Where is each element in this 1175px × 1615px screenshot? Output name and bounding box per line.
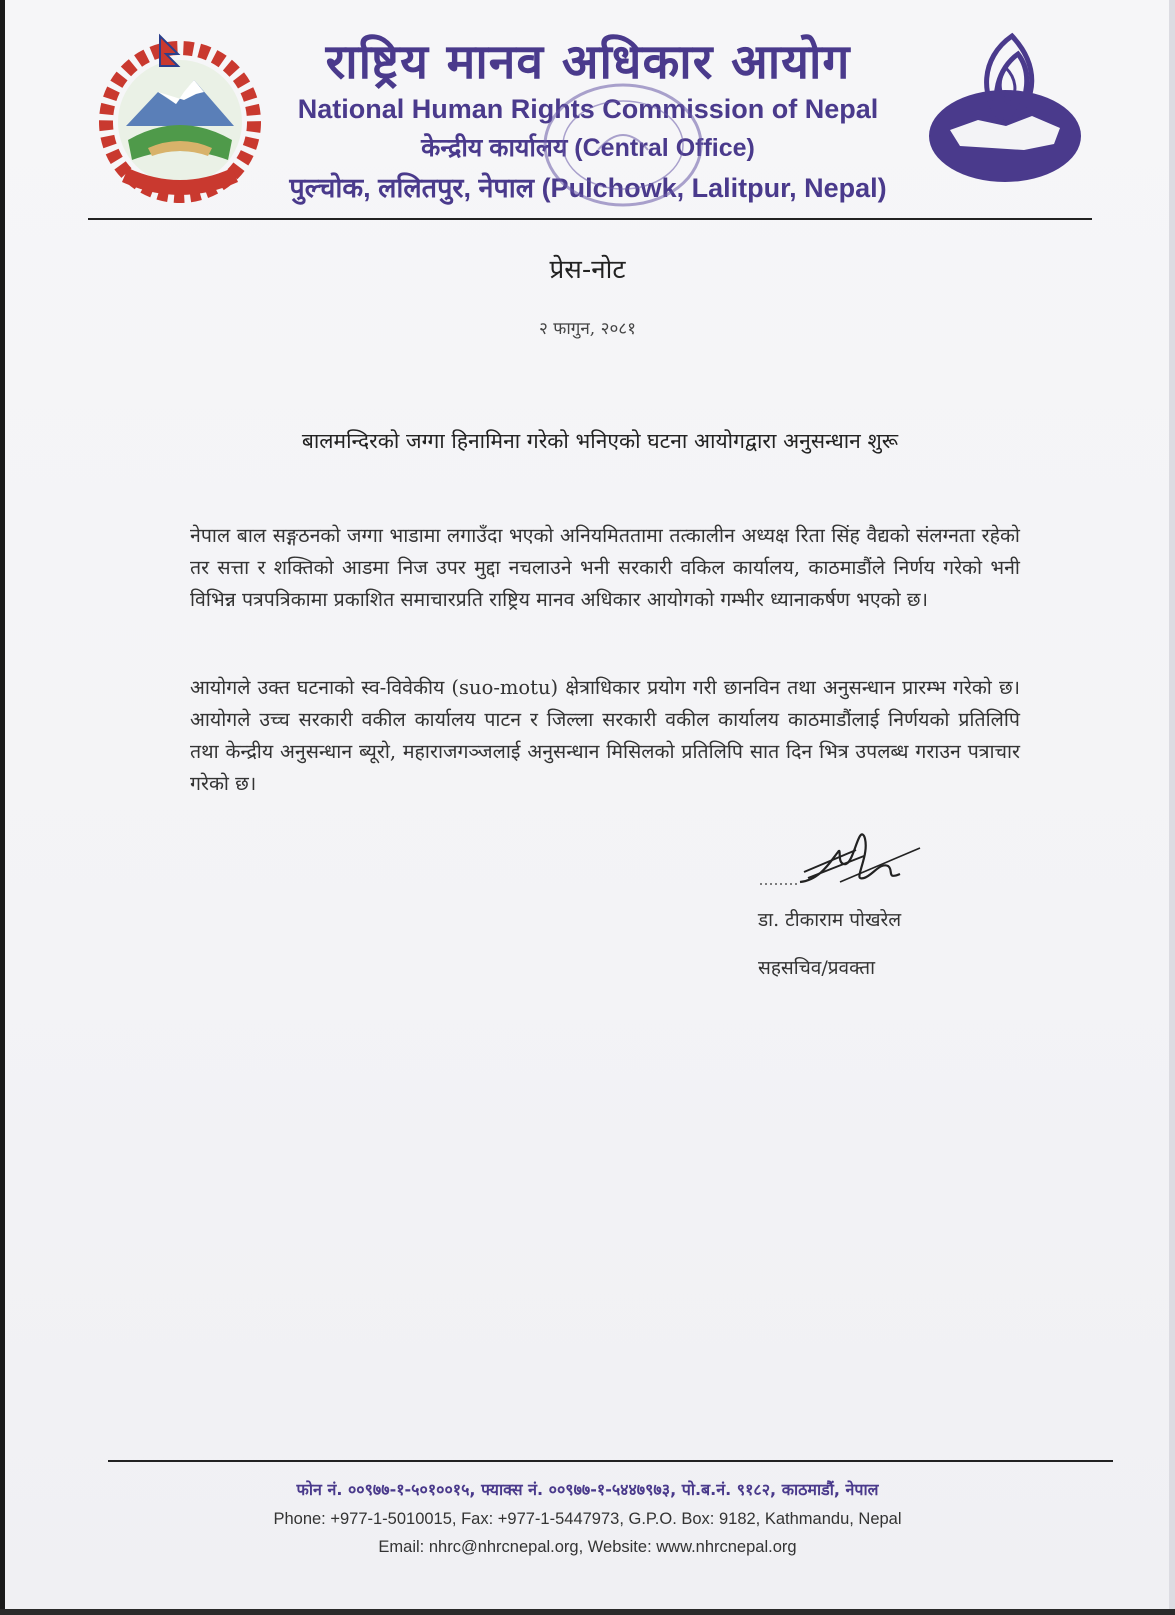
commission-name-english: National Human Rights Commission of Nepal	[297, 94, 879, 124]
footer-divider	[108, 1460, 1113, 1462]
footer-email-website: Email: nhrc@nhrcnepal.org, Website: www.nhrcnepal.org	[378, 1538, 797, 1556]
handwritten-signature-icon	[760, 822, 940, 902]
nhrc-logo-icon	[920, 28, 1090, 188]
scan-right-edge	[1169, 0, 1175, 1615]
letterhead	[88, 18, 1092, 223]
commission-name-nepali: राष्ट्रिय मानव अधिकार आयोग	[325, 34, 851, 90]
body-paragraph: आयोगले उक्त घटनाको स्व-विवेकीय (suo-motu) क्षेत्राधिकार प्रयोग गरी छानविन तथा अनुसन्धान प्रारम्भ गरेको छ। आयोगले उच्च सरकारी वकील कार्यालय पाटन र जिल्ला सरकारी वकील कार्यालय काठमाडौंलाई निर्णयको प्रतिलिपि तथा केन्द्रीय अनुसन्धान ब्यूरो, महाराजगञ्जलाई अनुसन्धान मिसिलको प्रतिलिपि सात दिन भित्र उपलब्ध गराउन पत्राचार गरेको छ।	[190, 676, 1020, 795]
office-address: पुल्चोक, ललितपुर, नेपाल (Pulchowk, Lalitpur, Nepal)	[289, 173, 887, 203]
official-seal-stamp-icon	[528, 70, 718, 220]
signatory-title: सहसचिव/प्रवक्ता	[758, 957, 876, 979]
footer-contact-nepali: फोन नं. ००९७७-१-५०१००१५, फ्याक्स नं. ००९७७-१-५४४७९७३, पो.ब.नं. ९१८२, काठमाडौं, नेपाल	[296, 1480, 879, 1499]
footer-contact-english: Phone: +977-1-5010015, Fax: +977-1-5447973, G.P.O. Box: 9182, Kathmandu, Nepal	[273, 1510, 902, 1528]
header-divider	[88, 218, 1092, 220]
scan-bottom-edge	[0, 1609, 1175, 1615]
nepal-emblem-icon	[88, 30, 273, 205]
signatory-name: डा. टीकाराम पोखरेल	[758, 909, 902, 931]
document-date: २ फागुन, २०८१	[539, 319, 636, 339]
body-paragraph: नेपाल बाल सङ्गठनको जग्गा भाडामा लगाउँदा भएको अनियमिततामा तत्कालीन अध्यक्ष रिता सिंह वैद्यको संलग्नता रहेको तर सत्ता र शक्तिको आडमा निज उपर मुद्दा नचलाउने भनी सरकारी वकिल कार्यालय, काठमाडौंले निर्णय गरेको भनी विभिन्न पत्रपत्रिकामा प्रकाशित समाचारप्रति राष्ट्रिय मानव अधिकार आयोगको गम्भीर ध्यानाकर्षण भएको छ।	[190, 524, 1020, 611]
scan-left-edge	[0, 0, 5, 1615]
document-type: प्रेस-नोट	[549, 255, 626, 285]
office-name: केन्द्रीय कार्यालय (Central Office)	[421, 134, 755, 162]
press-headline: बालमन्दिरको जग्गा हिनामिना गरेको भनिएको घटना आयोगद्वारा अनुसन्धान शुरू	[301, 429, 899, 453]
